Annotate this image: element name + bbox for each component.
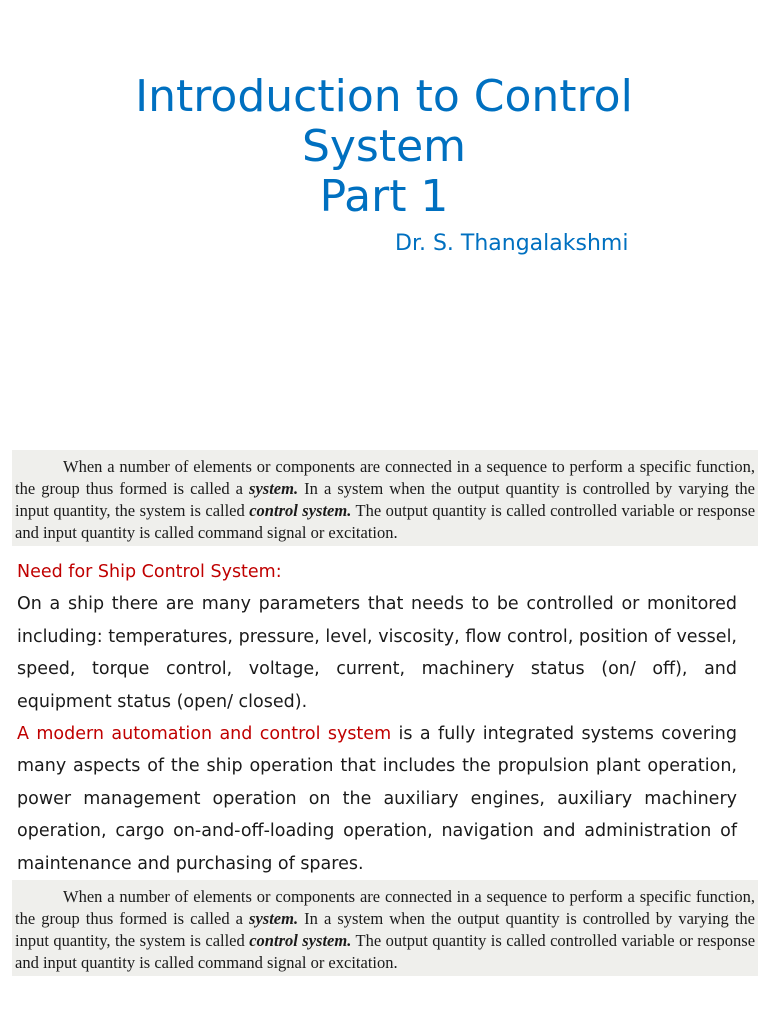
scanned-definition-excerpt [12,450,758,546]
scan-paragraph [15,456,755,544]
need-paragraph-2-rest: is a fully integrated systems covering many aspects of the ship operation that includes the propulsion plant operation, power management operation on the auxiliary engines, auxiliary machinery operation, cargo on-and-off-loading operation, navigation and administration of maintenance and purchasing of spares. [17,724,738,874]
title-block [0,72,768,222]
author-name: Dr. S. Thangalakshmi [395,231,629,256]
need-heading: Need for Ship Control System: [17,562,282,582]
scan-text-part2: In a system when the output quantity is controlled by varying the input quantity, the system is called [15,479,755,520]
scan-text-part2-repeat: In a system when the output quantity is controlled by varying the input quantity, the system is called [15,909,755,950]
scan-paragraph-repeat [15,886,755,974]
title-line-3: Part 1 [319,171,449,222]
scan-text-part3-repeat: The output quantity is called controlled variable or response and input quantity is called command signal or excitation. [15,931,756,972]
automation-highlight: A modern automation and control system [17,724,392,745]
scan-term-control-system: control system. [249,501,352,520]
need-paragraph-1: On a ship there are many parameters that needs to be controlled or monitored including: temperatures, pressure, level, viscosity, flow control, position of vessel, speed, torque control, voltage, current, machinery status (on/ off), and equipment status (open/ closed). [17,594,737,712]
scan-term-system-repeat: system. [249,909,299,928]
need-paragraph-2 [17,718,737,880]
scanned-definition-excerpt-repeat [12,880,758,976]
title-line-2: System [301,121,467,172]
scan-term-control-system-repeat: control system. [249,931,352,950]
scan-term-system: system. [249,479,299,498]
scan-text-part1: When a number of elements or components are connected in a sequence to perform a specific function, the group thus formed is called a [15,457,755,498]
need-section [17,556,737,880]
title-line-1: Introduction to Control [135,71,633,122]
scan-text-part3: The output quantity is called controlled variable or response and input quantity is called command signal or excitation. [15,501,756,542]
scan-text-part1-repeat: When a number of elements or components are connected in a sequence to perform a specific function, the group thus formed is called a [15,887,755,928]
